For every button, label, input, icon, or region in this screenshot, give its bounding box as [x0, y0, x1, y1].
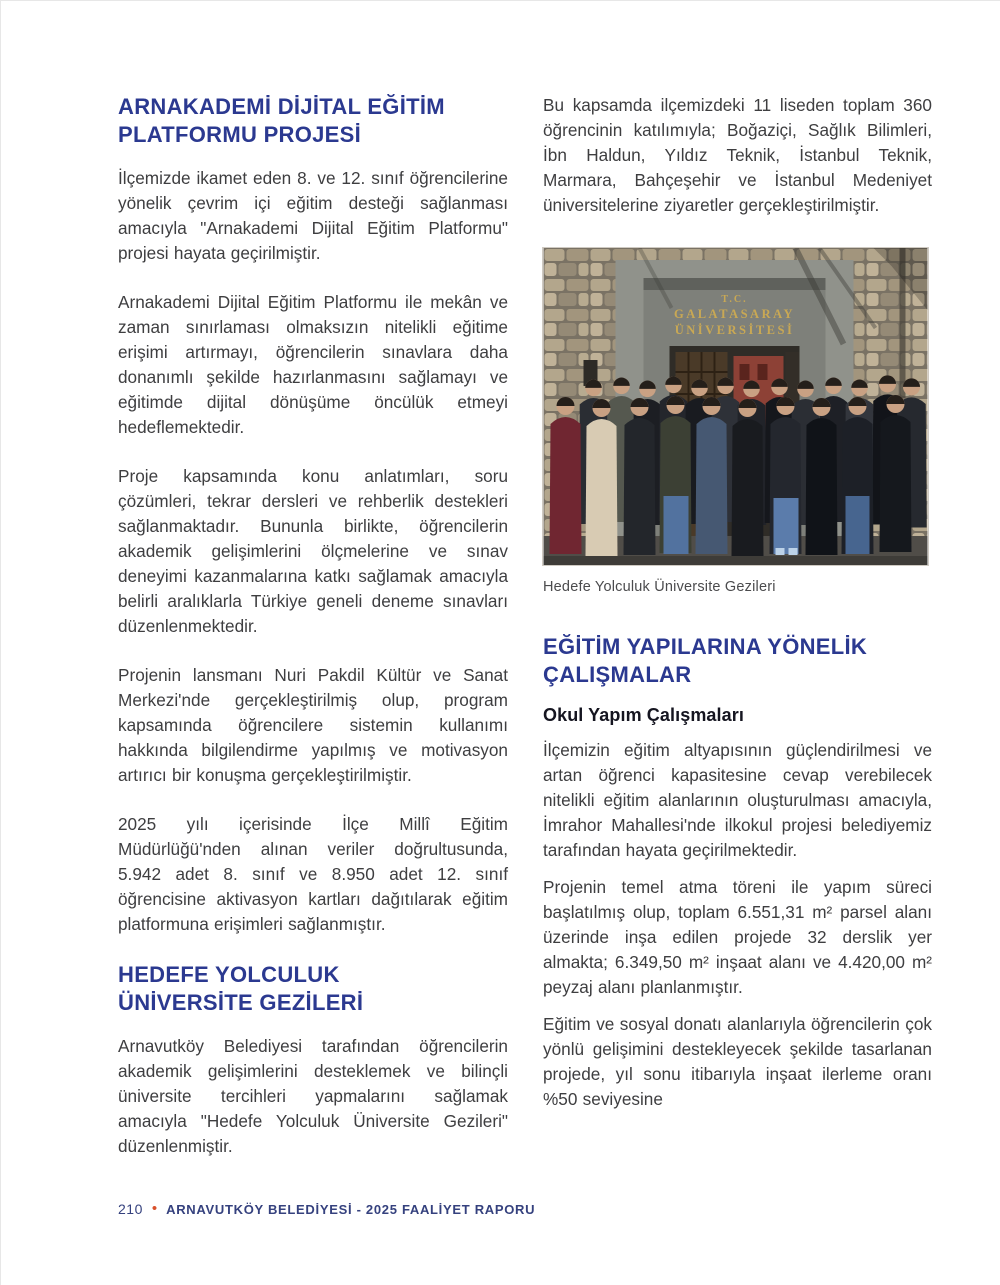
- building-sign-text: GALATASARAY: [673, 307, 796, 321]
- section-hedefe-yolculuk: [118, 961, 508, 1159]
- paragraph: İlçemizin eğitim altyapısının güçlendirilmesi ve artan öğrenci kapasitesine cevap verebilecek nitelikli eğitim alanlarının oluşturulması amacıyla, İmrahor Mahallesi'nde ilkokul projesi belediyemiz tarafından hayata geçirilmektedir.: [543, 740, 932, 860]
- university-visit-photo: [543, 248, 928, 597]
- right-column: [543, 93, 932, 1124]
- paragraph: İlçemizde ikamet eden 8. ve 12. sınıf öğrencilerine yönelik çevrim içi eğitim desteği sağlanması amacıyla "Arnakademi Dijital Eğitim Platformu" projesi hayata geçirilmiştir.: [118, 168, 508, 263]
- heading-hedefe-yolculuk: [118, 961, 508, 1017]
- heading-line: PLATFORMU PROJESİ: [118, 122, 362, 147]
- page-number: 210: [118, 1201, 143, 1217]
- heading-line: HEDEFE YOLCULUK: [118, 962, 340, 987]
- heading-line: ÇALIŞMALAR: [543, 662, 692, 687]
- paragraph: Eğitim ve sosyal donatı alanlarıyla öğrencilerin çok yönlü gelişimini destekleyecek şekilde tasarlanan projede, yıl sonu itibarıyla inşaat ilerleme oranı %50 seviyesine: [543, 1014, 932, 1109]
- subheading-okul-yapim: Okul Yapım Çalışmaları: [543, 705, 744, 725]
- paragraph: Arnavutköy Belediyesi tarafından öğrencilerin akademik gelişimlerini desteklemek ve bilinçli üniversite tercihleri yapmalarını sağlamak amacıyla "Hedefe Yolculuk Üniversite Gezileri" düzenlenmiştir.: [118, 1036, 508, 1156]
- heading-line: EĞİTİM YAPILARINA YÖNELİK: [543, 634, 868, 659]
- paragraph: Projenin temel atma töreni ile yapım süreci başlatılmış olup, toplam 6.551,31 m² parsel alanı üzerinde inşa edilen projede 32 derslik yer almakta; 6.349,50 m² inşaat alanı ve 4.420,00 m² peyzaj alanı planlanmıştır.: [543, 877, 932, 997]
- photo-illustration: [543, 248, 928, 565]
- paragraph: 2025 yılı içerisinde İlçe Millî Eğitim Müdürlüğü'nden alınan veriler doğrultusunda, 5.942 adet 8. sınıf ve 8.950 adet 12. sınıf öğrencisine aktivasyon kartları dağıtılarak eğitim platformuna erişimleri sağlanmıştır.: [118, 814, 508, 934]
- section-egitim-yapilari: [543, 633, 932, 1112]
- section-arnakademi: [118, 93, 508, 937]
- building-sign-text: T.C.: [721, 294, 748, 305]
- bullet-icon: •: [151, 1199, 158, 1217]
- heading-egitim-yapilari: [543, 633, 932, 689]
- left-column: [118, 93, 508, 1183]
- heading-line: ÜNİVERSİTE GEZİLERİ: [118, 990, 364, 1015]
- paragraph: Bu kapsamda ilçemizdeki 11 liseden toplam 360 öğrencinin katılımıyla; Boğaziçi, Sağlık Bilimleri, İbn Haldun, Yıldız Teknik, İstanbul Teknik, Marmara, Bahçeşehir ve İstanbul Medeniyet üniversitelerine ziyaretler gerçekleştirilmiştir.: [543, 95, 932, 215]
- student-group: [550, 375, 927, 556]
- heading-arnakademi: [118, 93, 508, 149]
- photo-caption: Hedefe Yolculuk Üniversite Gezileri: [543, 579, 776, 595]
- report-title: ARNAVUTKÖY BELEDİYESİ - 2025 FAALİYET RAPORU: [166, 1201, 536, 1217]
- paragraph: Projenin lansmanı Nuri Pakdil Kültür ve Sanat Merkezi'nde gerçekleştirilmiş olup, program kapsamında öğrencilere sistemin kullanımı hakkında bilgilendirme yapılmış ve motivasyon artırıcı bir konuşma gerçekleştirilmiştir.: [118, 665, 508, 785]
- page-footer: [118, 1201, 535, 1217]
- building-sign-text: ÜNİVERSİTESİ: [674, 323, 795, 337]
- paragraph: Proje kapsamında konu anlatımları, soru çözümleri, tekrar dersleri ve rehberlik destekleri sağlanmaktadır. Bununla birlikte, öğrencilerin akademik gelişimlerini ölçmelerine ve sınav deneyimi kazanmalarına katkı sağlamak amacıyla belirli aralıklarla Türkiye geneli deneme sınavları düzenlenmektedir.: [118, 466, 508, 636]
- paragraph: Arnakademi Dijital Eğitim Platformu ile mekân ve zaman sınırlaması olmaksızın nitelikli eğitime erişimi artırmayı, öğrencilerin sınavlara daha donanımlı şekilde hazırlanmasını sağlamayı ve eğitimde dijital dönüşüme öncülük etmeyi hedeflemektedir.: [118, 292, 508, 437]
- heading-line: ARNAKADEMİ DİJİTAL EĞİTİM: [118, 94, 445, 119]
